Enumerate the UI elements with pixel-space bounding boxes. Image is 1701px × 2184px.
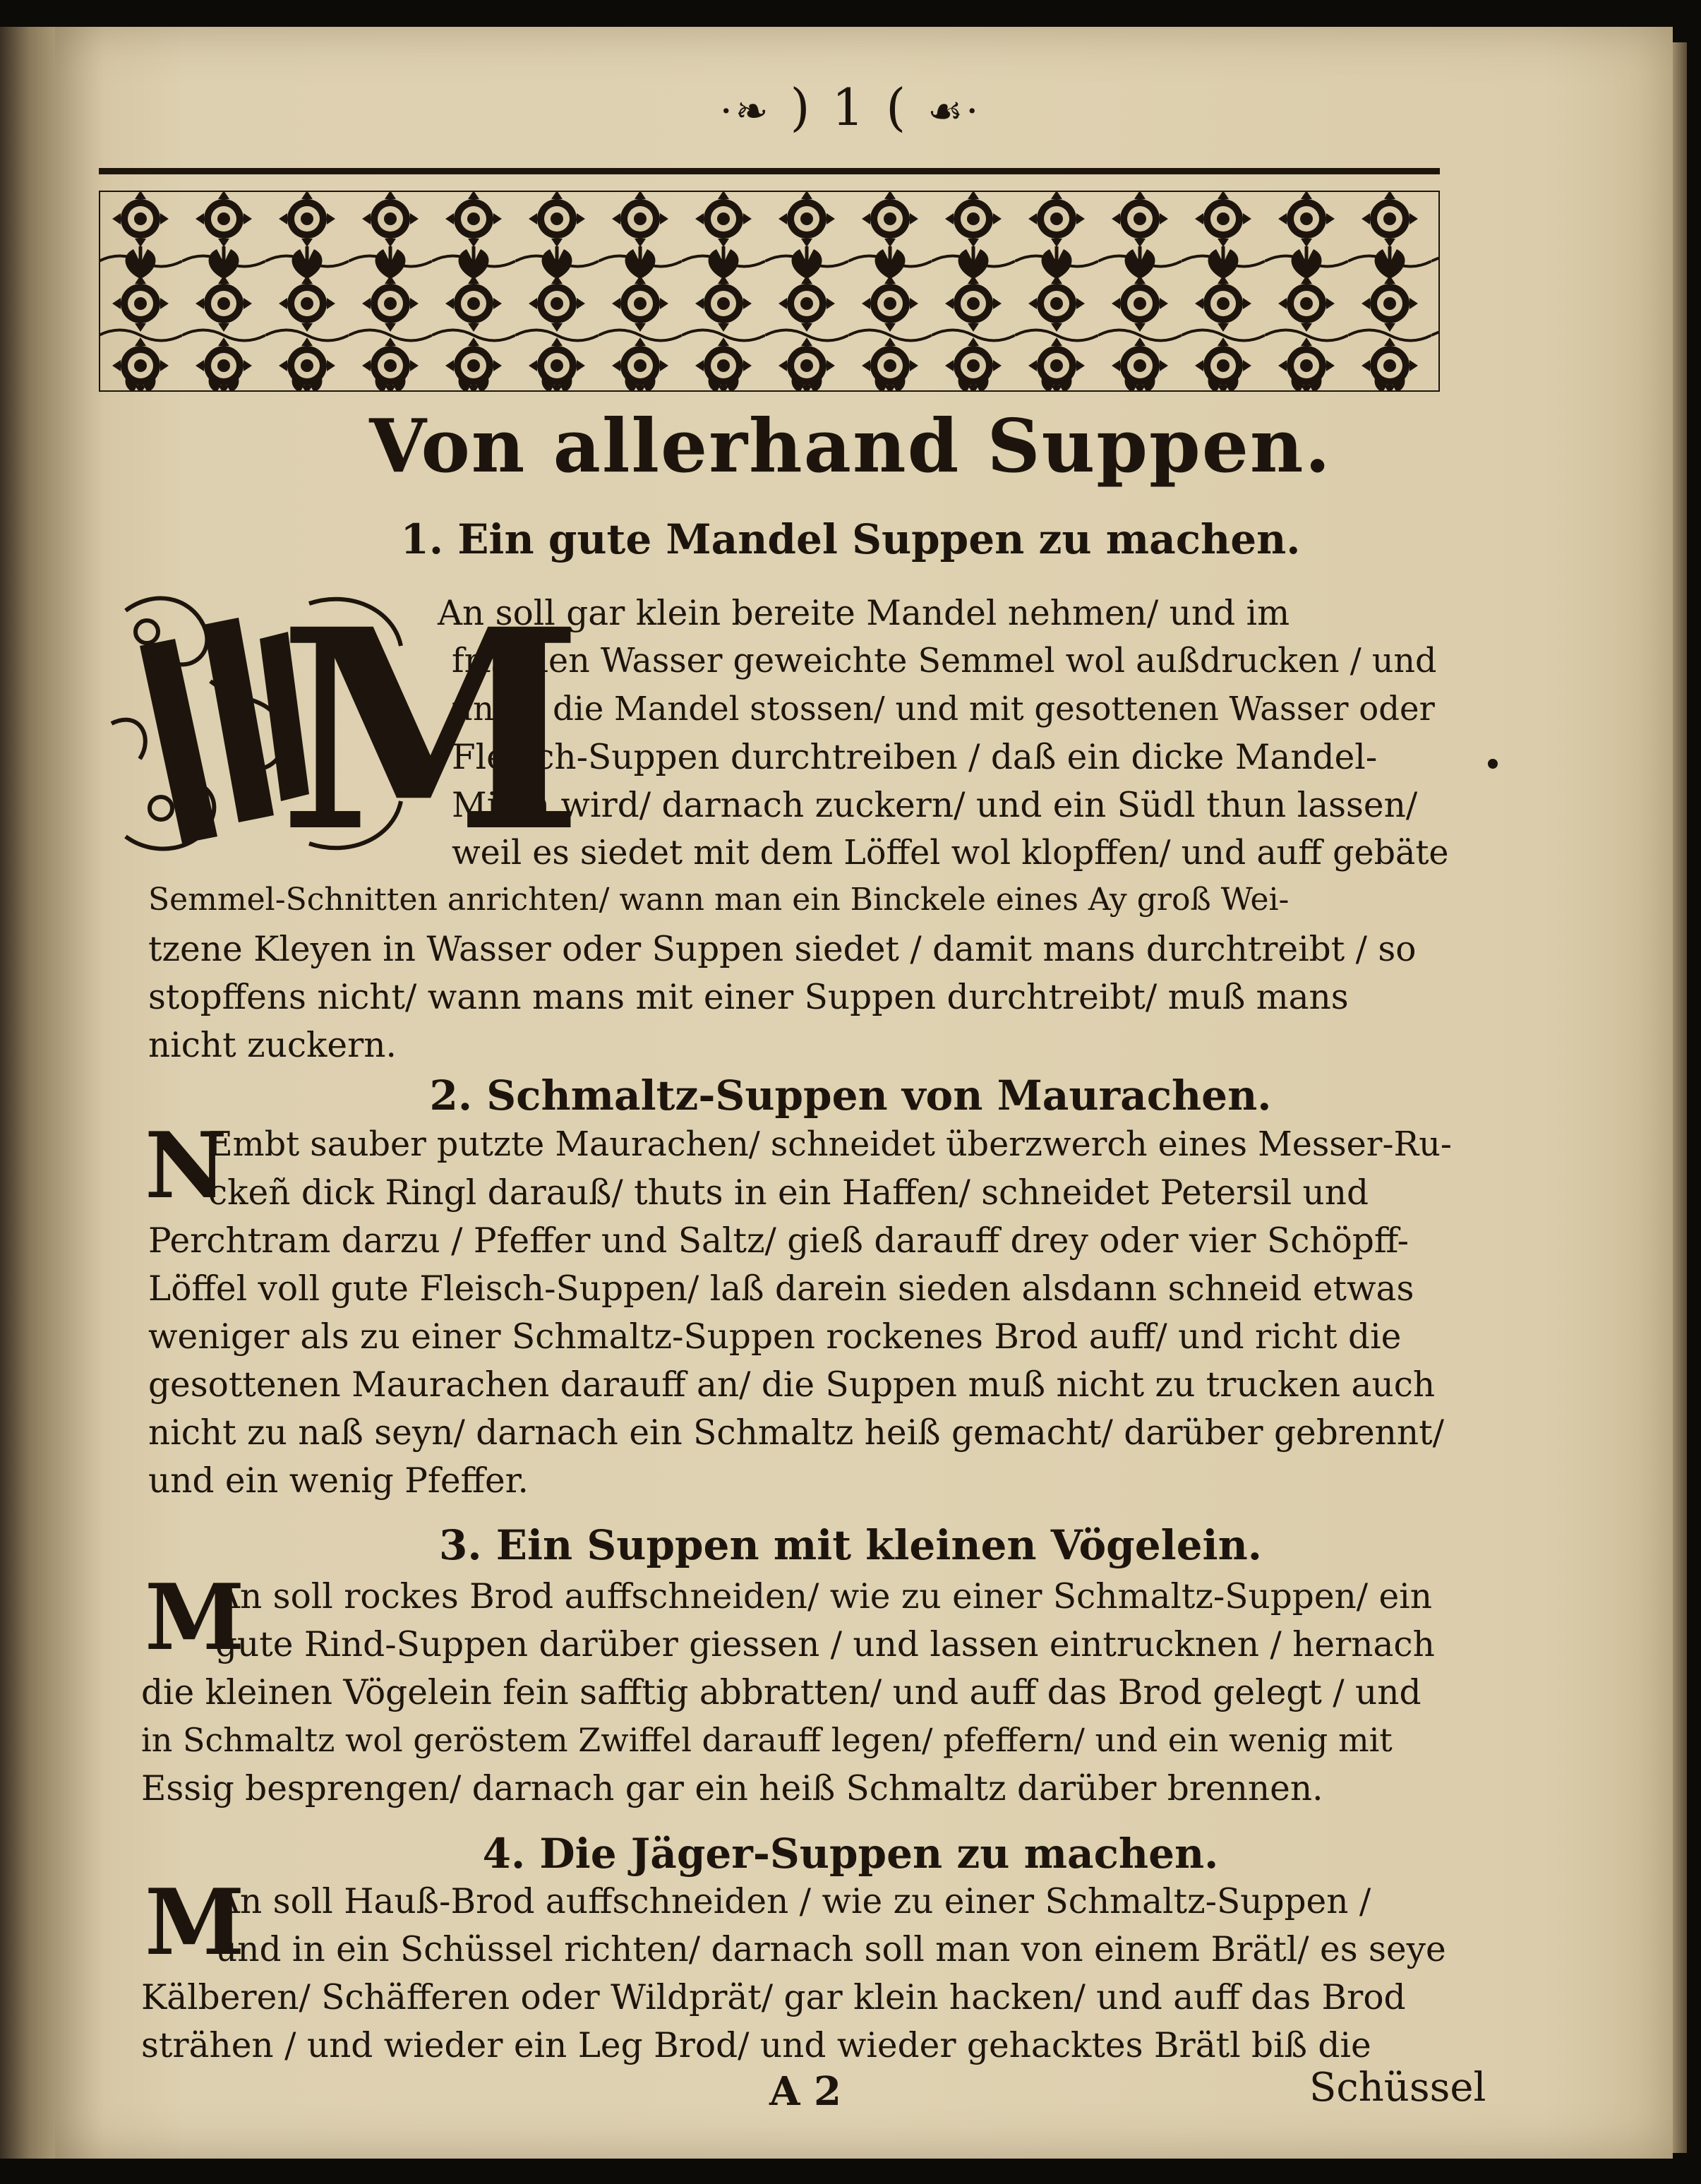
text-line: Perchtram darzu / Pfeffer und Saltz/ gieß darauff drey oder vier Schöpff- [148, 1221, 1410, 1261]
text-line: gesottenen Maurachen darauff an/ die Suppen muß nicht zu trucken auch [148, 1365, 1436, 1405]
recipe-heading-1: 1. Ein gute Mandel Suppen zu machen. [400, 515, 1301, 563]
section-2-initial: N [145, 1113, 227, 1219]
ink-speck [1488, 759, 1498, 769]
page-header [0, 78, 1701, 137]
catchword: Schüssel [1309, 2065, 1486, 2111]
text-line: nicht zuckern. [148, 1026, 397, 1065]
text-line: Löffel voll gute Fleisch-Suppen/ laß darein sieden alsdann schneid etwas [148, 1269, 1414, 1309]
text-line: gute Rind-Suppen darüber giessen / und lassen eintrucknen / hernach [215, 1625, 1435, 1664]
text-line: Embt sauber putzte Maurachen/ schneidet überzwerch eines Messer-Ru- [208, 1125, 1452, 1164]
signature-mark: A 2 [769, 2068, 841, 2115]
text-line: die kleinen Vögelein fein safftig abbratten/ und auff das Brod gelegt / und [141, 1673, 1421, 1712]
text-line: weil es siedet mit dem Löffel wol klopffen/ und auff gebäte [452, 834, 1449, 872]
text-line: Milch wird/ darnach zuckern/ und ein Südl thun lassen/ [452, 786, 1418, 825]
text-line: nicht zu naß seyn/ darnach ein Schmaltz heiß gemacht/ darüber gebrennt/ [148, 1413, 1444, 1453]
chapter-title: Von allerhand Suppen. [369, 402, 1332, 489]
header-ornament-left: ·❧ [719, 88, 771, 135]
floral-ornament-band [99, 191, 1440, 392]
recipe-heading-2: 2. Schmaltz-Suppen von Maurachen. [429, 1072, 1272, 1120]
text-line: Kälberen/ Schäfferen oder Wildprät/ gar klein hacken/ und auff das Brod [141, 1978, 1406, 2017]
text-line: ckeñ dick Ringl darauß/ thuts in ein Haffen/ schneidet Petersil und [208, 1173, 1369, 1213]
section-4-initial: M [145, 1870, 245, 1976]
page-number: ) 1 ( [790, 78, 909, 137]
text-line: und ein wenig Pfeffer. [148, 1461, 529, 1501]
text-line: unter die Mandel stossen/ und mit gesottenen Wasser oder [452, 690, 1435, 728]
text-line: An soll Hauß-Brod auffschneiden / wie zu einer Schmaltz-Suppen / [215, 1882, 1371, 1921]
recipe-heading-4: 4. Die Jäger-Suppen zu machen. [482, 1830, 1219, 1878]
text-line: Fleisch-Suppen durchtreiben / daß ein dicke Mandel- [452, 738, 1378, 777]
text-line: strähen / und wieder ein Leg Brod/ und wieder gehacktes Brätl biß die [141, 2026, 1371, 2065]
text-line: stopffens nicht/ wann mans mit einer Suppen durchtreibt/ muß mans [148, 978, 1349, 1017]
text-line: weniger als zu einer Schmaltz-Suppen rockenes Brod auff/ und richt die [148, 1317, 1402, 1357]
recipe-heading-3: 3. Ein Suppen mit kleinen Vögelein. [439, 1521, 1262, 1569]
text-line: tzene Kleyen in Wasser oder Suppen siedet / damit mans durchtreibt / so [148, 930, 1417, 969]
text-line: und in ein Schüssel richten/ darnach soll man von einem Brätl/ es seye [215, 1930, 1446, 1969]
header-ornament-right: ☙· [927, 88, 982, 135]
text-line: in Schmaltz wol geröstem Zwiffel darauff legen/ pfeffern/ und ein wenig mit [141, 1721, 1393, 1759]
section-1-initial: M [279, 569, 584, 892]
text-line: frischen Wasser geweichte Semmel wol außdrucken / und [452, 642, 1437, 680]
section-3-initial: M [145, 1565, 245, 1671]
header-rule [99, 168, 1440, 174]
text-line: An soll rockes Brod auffschneiden/ wie zu einer Schmaltz-Suppen/ ein [215, 1577, 1432, 1616]
text-line: An soll gar klein bereite Mandel nehmen/ und im [438, 594, 1290, 633]
text-line: Semmel-Schnitten anrichten/ wann man ein Binckele eines Ay groß Wei- [148, 882, 1290, 918]
text-line: Essig besprengen/ darnach gar ein heiß Schmaltz darüber brennen. [141, 1769, 1323, 1808]
